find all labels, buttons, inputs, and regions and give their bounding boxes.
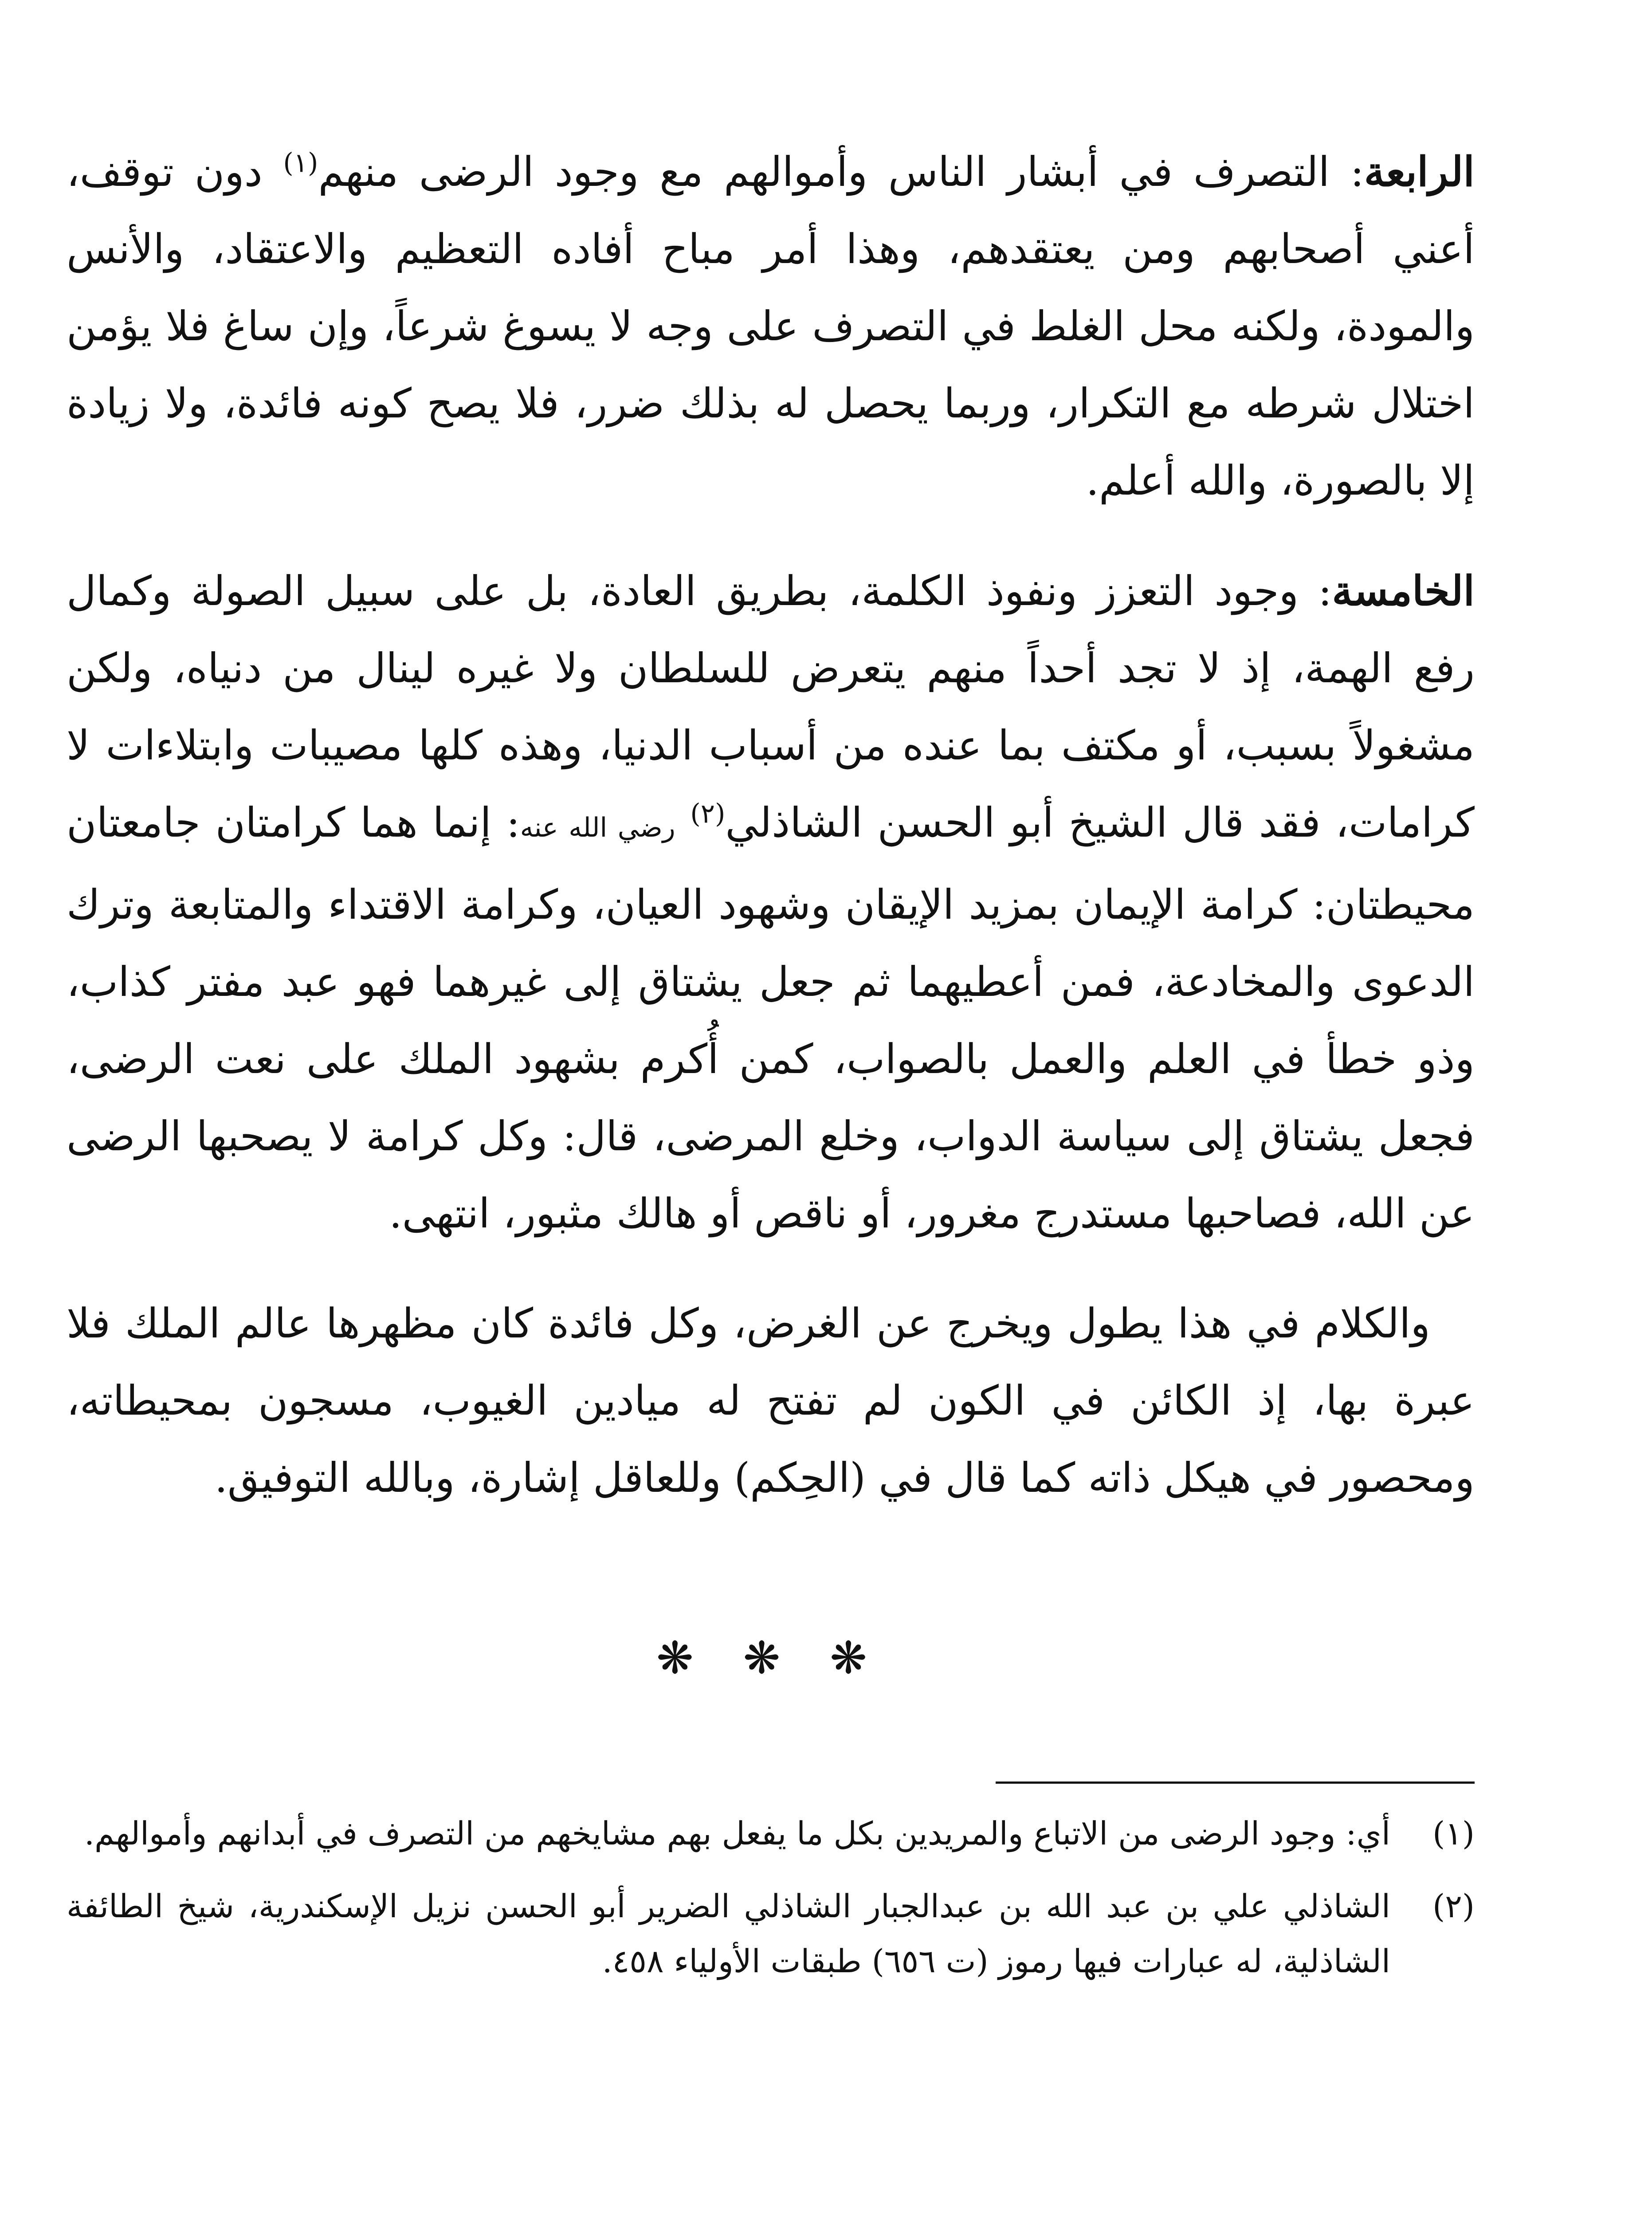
paragraph-text: : وجود التعزز ونفوذ الكلمة، بطريق العادة، بل على سبيل الصولة وكمال رفع الهمة، إذ لا تجد أحداً منهم يتعرض للسلطان ولا غيره لينال من دنياه، ولكن مشغولاً بسبب، أو مكتف بما عنده من أسباب الدنيا، وهذه كلها مصيبات وابتلاءات لا كرامات، فقد قال الشيخ أبو الحسن الشاذلي bbox=[67, 567, 1475, 846]
footnote-text: أي: وجود الرضى من الاتباع والمريدين بكل ما يفعل بهم مشايخهم من التصرف في أبدانهم وأموالهم. bbox=[84, 1815, 1390, 1852]
footnote-item bbox=[67, 1879, 1475, 1989]
paragraph-text-continued: : إنما هما كرامتان جامعتان محيطتان: كرامة الإيمان بمزيد الإيقان وشهود العيان، وكرامة الاقتداء والمتابعة وترك الدعوى والمخادعة، فمن أعطيهما ثم جعل يشتاق إلى غيرهما فهو عبد مفتر كذاب، وذو خطأ في العلم والعمل بالصواب، كمن أُكرم بشهود الملك على نعت الرضى، فجعل يشتاق إلى سياسة الدواب، وخلع المرضى، قال: وكل كرامة لا يصحبها الرضى عن الله، فصاحبها مستدرج مغرور، أو ناقص أو هالك مثبور، انتهى. bbox=[67, 799, 1475, 1237]
section-divider-ornament: ❋ ❋ ❋ bbox=[656, 1632, 885, 1684]
footnote-text: الشاذلي علي بن عبد الله بن عبدالجبار الشاذلي الضرير أبو الحسن نزيل الإسكندرية، شيخ الطائفة الشاذلية، له عبارات فيها رموز (ت ٦٥٦) طبقات الأولياء ٤٥٨. bbox=[67, 1888, 1390, 1980]
footnotes bbox=[67, 1806, 1475, 1989]
footnote-number: (١) bbox=[1432, 1815, 1475, 1852]
footnote-reference: (٢) bbox=[690, 798, 726, 830]
footnote-separator-rule bbox=[996, 1781, 1475, 1784]
honorific-glyph: رضي الله عنه bbox=[520, 812, 675, 843]
paragraph-lead: الرابعة bbox=[1364, 148, 1475, 196]
page-body bbox=[67, 133, 1475, 2006]
paragraph-lead: الخامسة bbox=[1332, 567, 1475, 615]
paragraph-fifth bbox=[67, 552, 1475, 1252]
paragraph-text-continued: دون توقف، أعني أصحابهم ومن يعتقدهم، وهذا أمر مباح أفاده التعظيم والاعتقاد، والأنس والمودة، ولكنه محل الغلط في التصرف على وجه لا يسوغ شرعاً، وإن ساغ فلا يؤمن اختلال شرطه مع التكرار، وربما يحصل له بذلك ضرر، فلا يصح كونه فائدة، ولا زيادة إلا بالصورة، والله أعلم. bbox=[67, 148, 1475, 504]
paragraph-text: والكلام في هذا يطول ويخرج عن الغرض، وكل فائدة كان مظهرها عالم الملك فلا عبرة بها، إذ الكائن في الكون لم تفتح له ميادين الغيوب، مسجون بمحيطاته، ومحصور في هيكل ذاته كما قال في (الحِكم) وللعاقل إشارة، وبالله التوفيق. bbox=[67, 1300, 1475, 1502]
paragraph-fourth bbox=[67, 133, 1475, 519]
footnote-reference: (١) bbox=[283, 147, 318, 179]
paragraph-closing bbox=[67, 1285, 1475, 1517]
paragraph-text: : التصرف في أبشار الناس وأموالهم مع وجود الرضى منهم bbox=[318, 148, 1364, 196]
footnote-number: (٢) bbox=[1432, 1888, 1475, 1925]
footnote-item bbox=[67, 1806, 1475, 1861]
